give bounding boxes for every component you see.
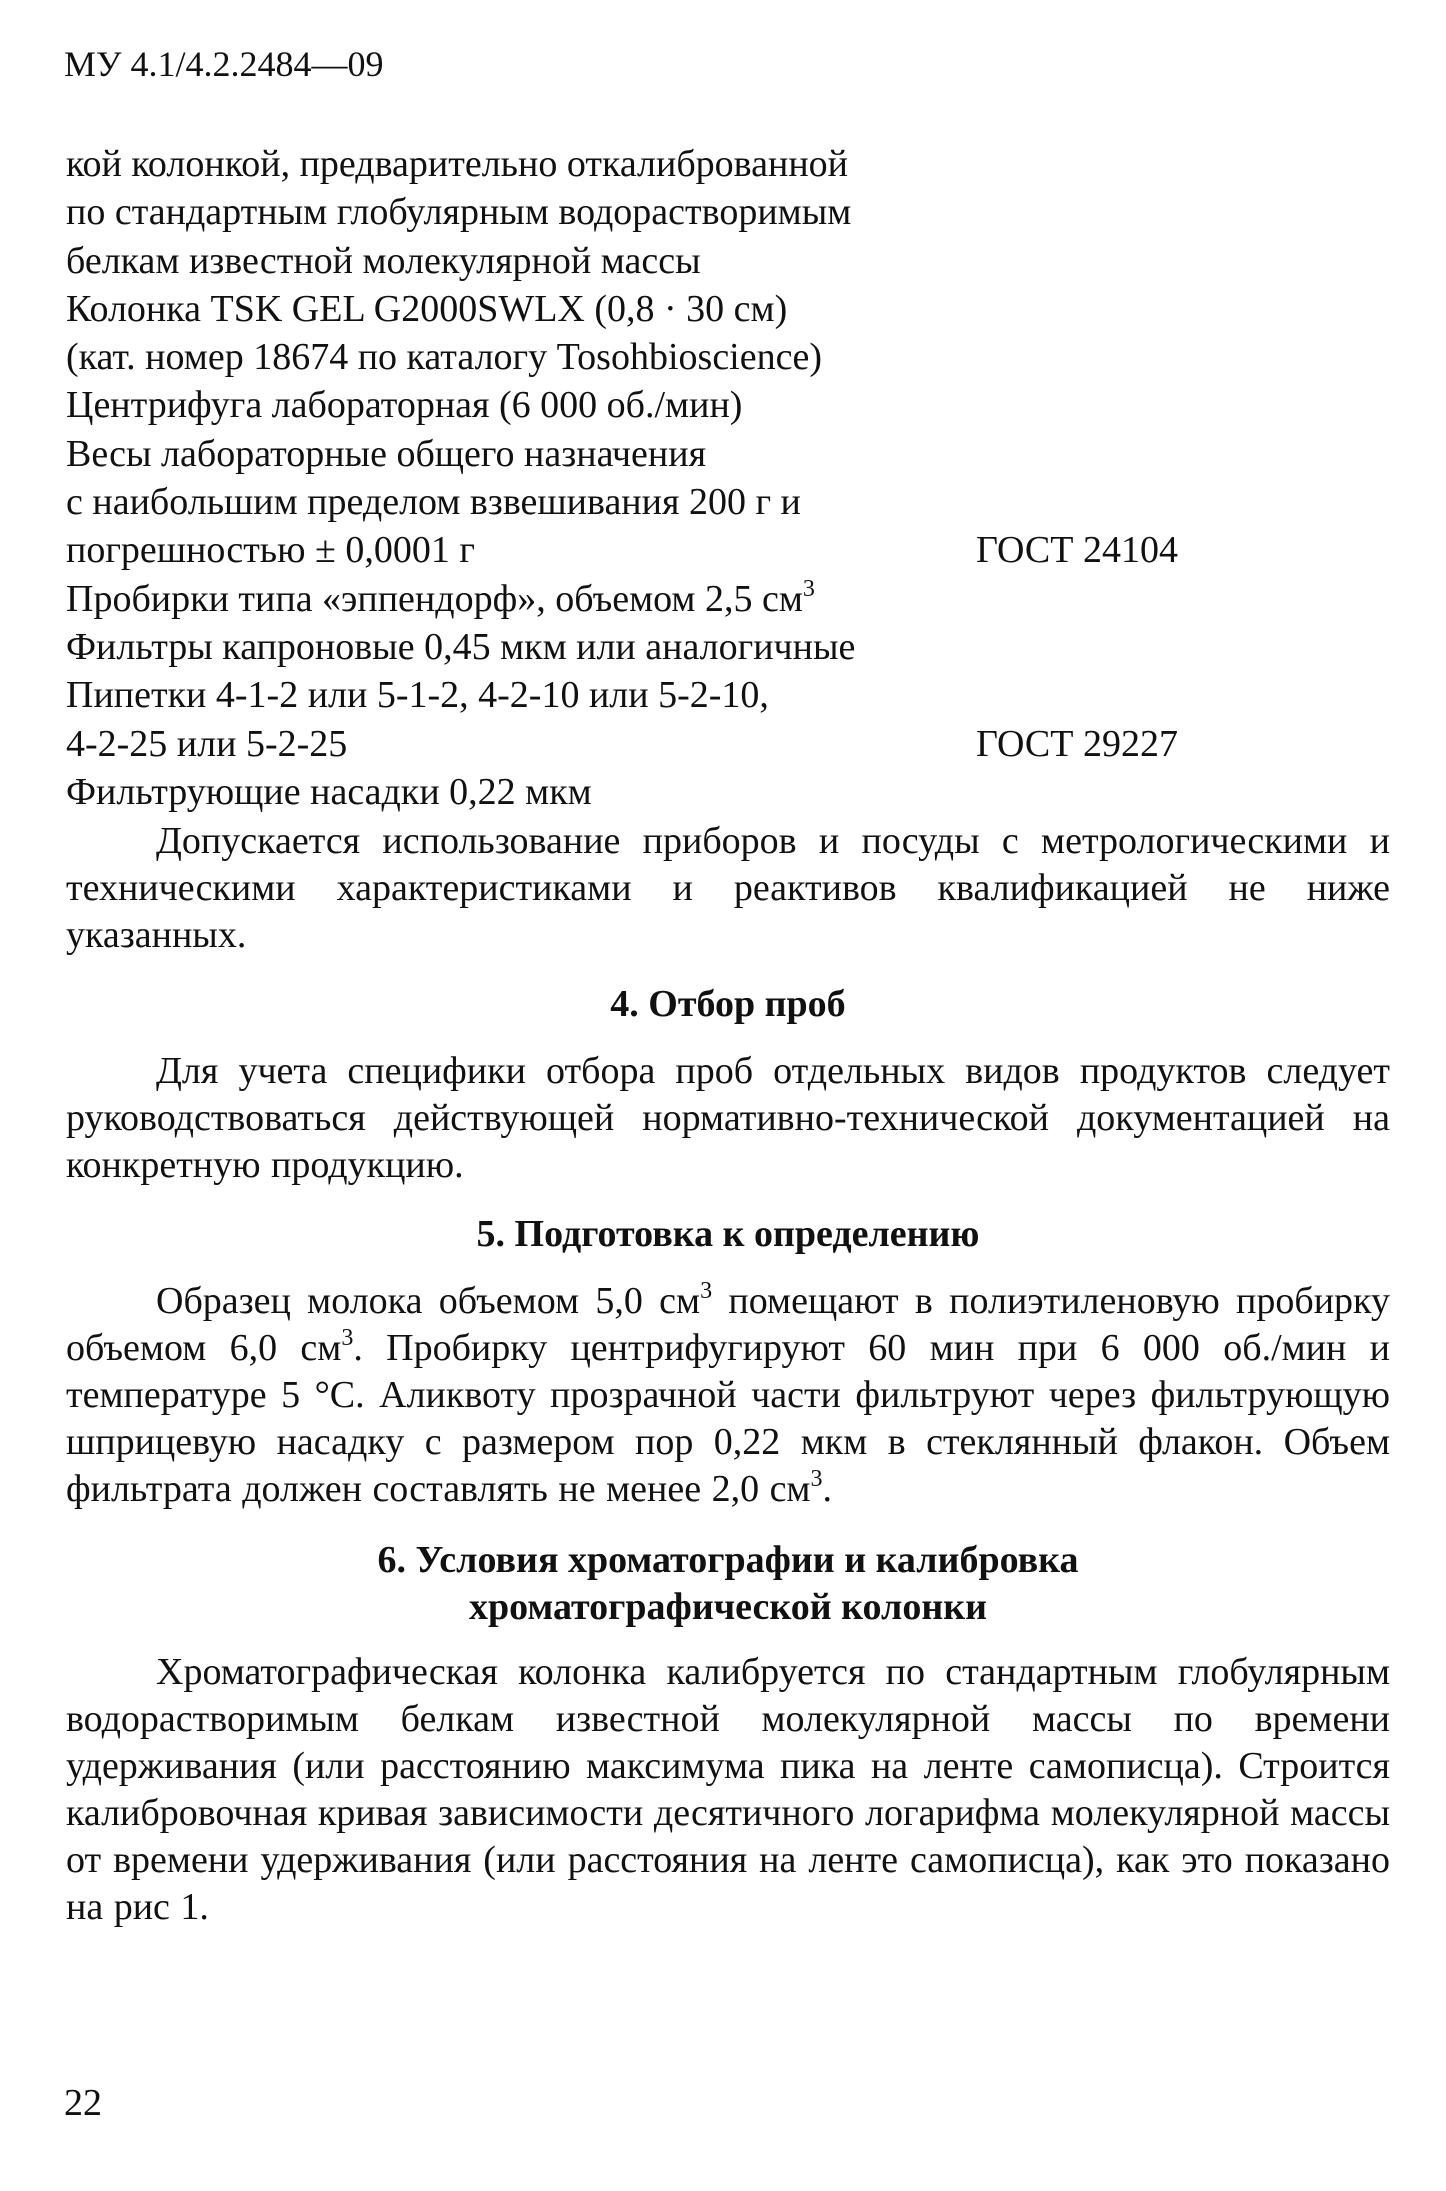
superscript: 3 bbox=[810, 1466, 823, 1493]
equipment-item bbox=[66, 188, 1390, 236]
equipment-item bbox=[66, 623, 1390, 671]
equipment-item bbox=[66, 381, 1390, 429]
equipment-item bbox=[66, 237, 1390, 285]
equipment-item bbox=[66, 333, 1390, 381]
equipment-name: 4-2-25 или 5-2-25 bbox=[66, 722, 348, 765]
section-6-title bbox=[66, 1537, 1390, 1631]
section-6-paragraph: Хроматографическая колонка калибруется по стандартным глобулярным водорастворимым белкам известной молекулярной массы по времени удерживания (или расстоянию максимума пика на ленте самописца). Строится калибровочная кривая зависимости десятичного логарифма молекулярной массы от времени удерживания (или расстояния на ленте самописца), как это показано на рис 1. bbox=[66, 1651, 1390, 1929]
equipment-item bbox=[66, 430, 1390, 478]
equipment-gost-ref: ГОСТ 24104 bbox=[976, 529, 1178, 572]
equipment-name: Фильтрующие насадки 0,22 мкм bbox=[66, 770, 592, 813]
superscript: 3 bbox=[802, 575, 815, 602]
section-5-paragraph bbox=[66, 1278, 1390, 1513]
page-content bbox=[66, 140, 1390, 1931]
equipment-name: Пипетки 4-1-2 или 5-1-2, 4-2-10 или 5-2-10, bbox=[66, 674, 769, 717]
section-6-title-line: 6. Условия хроматографии и калибровка bbox=[377, 1539, 1079, 1582]
equipment-list bbox=[66, 140, 1390, 816]
equipment-name: погрешностью ± 0,0001 г bbox=[66, 529, 475, 572]
equipment-name: Весы лабораторные общего назначения bbox=[66, 432, 707, 475]
equipment-name: Фильтры капроновые 0,45 мкм или аналогичные bbox=[66, 625, 856, 668]
equipment-name: Колонка TSK GEL G2000SWLX (0,8 · 30 см) bbox=[66, 287, 788, 330]
section-6-title-line: хроматографической колонки bbox=[468, 1586, 988, 1629]
document-code: МУ 4.1/4.2.2484—09 bbox=[64, 44, 384, 84]
equipment-name: по стандартным глобулярным водорастворимым bbox=[66, 191, 852, 234]
equipment-item bbox=[66, 720, 1390, 768]
note-paragraph: Допускается использование приборов и посуды с метрологическими и техническими характеристиками и реактивов квалификацией не ниже указанных. bbox=[66, 820, 1390, 957]
equipment-name: с наибольшим пределом взвешивания 200 г и bbox=[66, 481, 801, 524]
equipment-name bbox=[66, 575, 815, 623]
section-4-title: 4. Отбор проб bbox=[610, 983, 846, 1026]
equipment-item bbox=[66, 671, 1390, 719]
superscript: 3 bbox=[700, 1278, 713, 1305]
equipment-item bbox=[66, 575, 1390, 623]
section-5-title: 5. Подготовка к определению bbox=[476, 1213, 980, 1256]
equipment-name-text: Пробирки типа «эппендорф», объемом 2,5 см bbox=[66, 577, 803, 620]
equipment-gost-ref: ГОСТ 29227 bbox=[976, 722, 1178, 765]
equipment-item bbox=[66, 526, 1390, 574]
section-5-text: Образец молока объемом 5,0 см bbox=[156, 1280, 701, 1323]
section-4-paragraph: Для учета специфики отбора проб отдельных видов продуктов следует руководствоваться действующей нормативно-технической документацией на конкретную продукцию. bbox=[66, 1050, 1390, 1187]
section-5-text: помещают в полиэтиленовую пробирку объемом 6,0 см bbox=[66, 1280, 1390, 1370]
section-5-text: . Пробирку центрифугируют 60 мин при 6 000 об./мин и температуре 5 °С. Аликвоту прозрачной части фильтруют через фильтрующую шприцевую насадку с размером пор 0,22 мкм в стеклянный флакон. Объем фильтрата должен составлять не менее 2,0 см bbox=[66, 1327, 1390, 1511]
equipment-item bbox=[66, 478, 1390, 526]
superscript: 3 bbox=[341, 1325, 354, 1352]
page-number: 22 bbox=[64, 2082, 102, 2124]
equipment-name: (кат. номер 18674 по каталогу Tosohbioscience) bbox=[66, 336, 822, 379]
equipment-name: кой колонкой, предварительно откалиброванной bbox=[66, 143, 848, 185]
equipment-name: Центрифуга лабораторная (6 000 об./мин) bbox=[66, 384, 743, 427]
equipment-item bbox=[66, 768, 1390, 816]
section-5-text: . bbox=[822, 1468, 832, 1511]
equipment-item bbox=[66, 285, 1390, 333]
equipment-item bbox=[66, 140, 1390, 188]
equipment-name: белкам известной молекулярной массы bbox=[66, 239, 701, 282]
